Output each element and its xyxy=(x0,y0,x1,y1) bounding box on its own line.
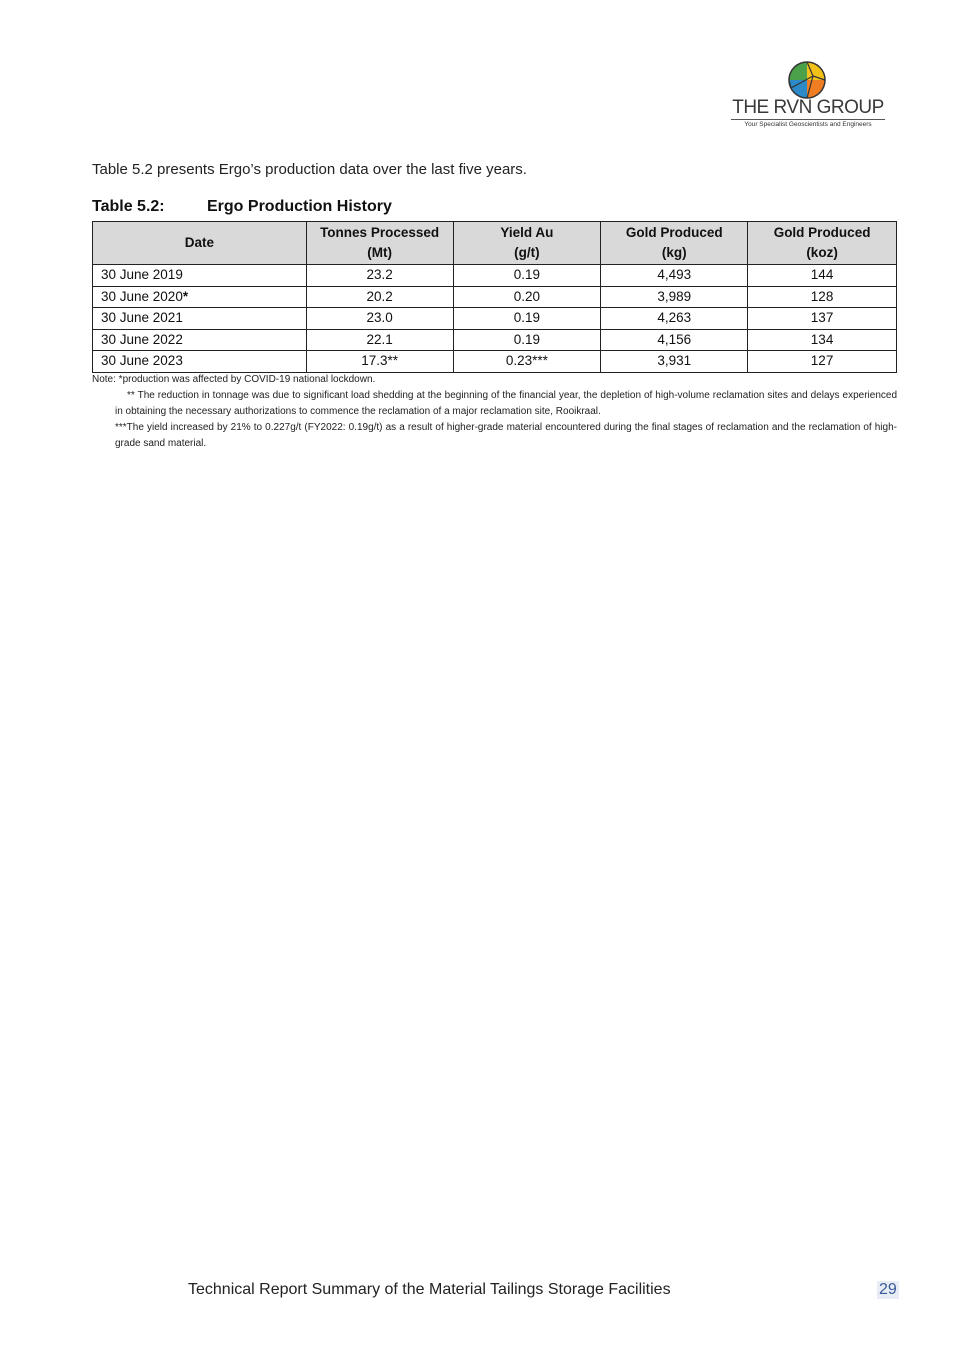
cell-yield: 0.19 xyxy=(453,265,601,287)
logo-name: THE RVN GROUP xyxy=(732,97,884,118)
cell-gold-koz: 137 xyxy=(748,308,897,330)
cell-date: 30 June 2023 xyxy=(93,351,307,373)
table-row xyxy=(93,265,897,287)
company-logo xyxy=(728,58,888,132)
logo-tagline: Your Specialist Geoscientists and Engineers xyxy=(744,121,872,128)
cell-gold-kg: 4,156 xyxy=(601,329,748,351)
cell-gold-koz: 128 xyxy=(748,286,897,308)
cell-tonnes: 23.0 xyxy=(306,308,453,330)
table-row xyxy=(93,308,897,330)
header-yield: Yield Au (g/t) xyxy=(453,222,601,265)
cell-gold-kg: 3,931 xyxy=(601,351,748,373)
header-date: Date xyxy=(93,222,307,265)
cell-yield: 0.19 xyxy=(453,329,601,351)
cell-yield: 0.19 xyxy=(453,308,601,330)
cell-gold-koz: 127 xyxy=(748,351,897,373)
note-covid: Note: *production was affected by COVID-19 national lockdown. xyxy=(92,374,376,385)
header-gold-kg: Gold Produced (kg) xyxy=(601,222,748,265)
note-yield: ***The yield increased by 21% to 0.227g/t (FY2022: 0.19g/t) as a result of higher-grade material encountered during the final stages of reclamation and the reclamation of high-grade sand material. xyxy=(115,422,897,449)
cell-date: 30 June 2021 xyxy=(93,308,307,330)
table-number: Table 5.2: xyxy=(92,198,165,215)
cell-gold-kg: 3,989 xyxy=(601,286,748,308)
cell-date: 30 June 2019 xyxy=(93,265,307,287)
cell-date: 30 June 2022 xyxy=(93,329,307,351)
note-tonnage: ** The reduction in tonnage was due to significant load shedding at the beginning of the financial year, the depletion of high-volume reclamation sites and delays experienced in obtaining the necessary authorizations to commence the reclamation of a major reclamation site, Rooikraal. xyxy=(115,390,897,417)
table-row xyxy=(93,286,897,308)
cell-yield: 0.20 xyxy=(453,286,601,308)
header-tonnes: Tonnes Processed (Mt) xyxy=(306,222,453,265)
intro-paragraph: Table 5.2 presents Ergo’s production data over the last five years. xyxy=(92,161,527,178)
cell-gold-kg: 4,493 xyxy=(601,265,748,287)
footer-report-title: Technical Report Summary of the Material Tailings Storage Facilities xyxy=(188,1281,671,1298)
cell-tonnes: 17.3** xyxy=(306,351,453,373)
table-notes xyxy=(92,372,897,452)
cell-date: 30 June 2020* xyxy=(93,286,307,308)
cell-yield: 0.23*** xyxy=(453,351,601,373)
table-row xyxy=(93,329,897,351)
table-title: Ergo Production History xyxy=(207,198,392,215)
cell-gold-kg: 4,263 xyxy=(601,308,748,330)
cell-gold-koz: 144 xyxy=(748,265,897,287)
table-row xyxy=(93,351,897,373)
cell-gold-koz: 134 xyxy=(748,329,897,351)
cell-tonnes: 23.2 xyxy=(306,265,453,287)
production-table xyxy=(92,221,897,373)
footnote-mark: * xyxy=(182,288,189,304)
cell-tonnes: 20.2 xyxy=(306,286,453,308)
table-header-row xyxy=(93,222,897,265)
table-caption xyxy=(92,198,392,216)
cell-tonnes: 22.1 xyxy=(306,329,453,351)
header-gold-koz: Gold Produced (koz) xyxy=(748,222,897,265)
page-number: 29 xyxy=(879,1281,897,1298)
logo-circle-icon xyxy=(787,60,827,100)
